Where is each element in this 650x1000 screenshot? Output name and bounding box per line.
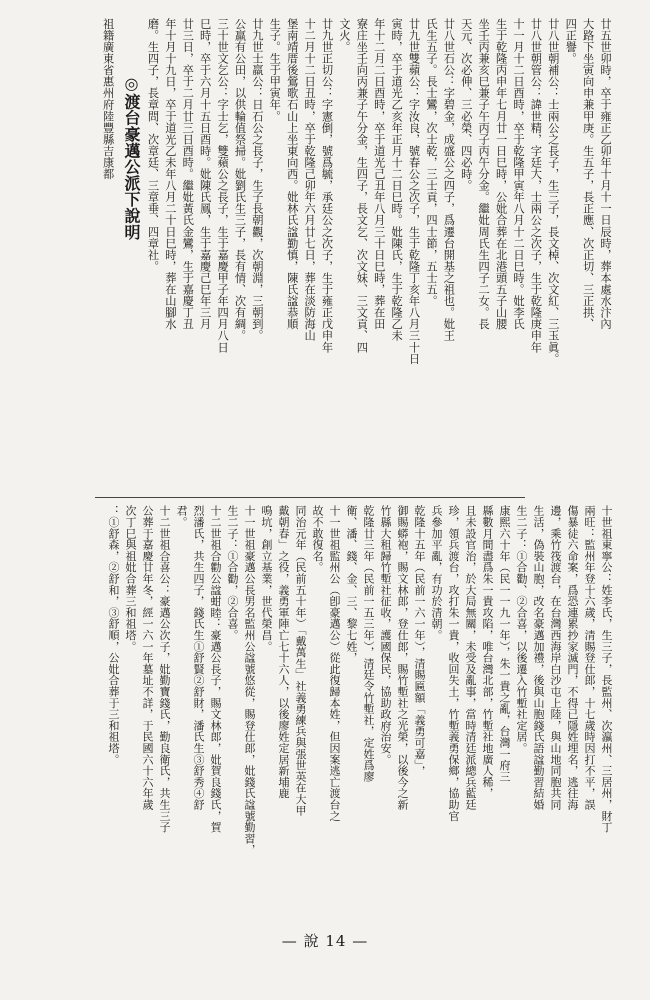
text-column: 御賜蟒袍，賜文林郎，登仕郎，賜竹塹社之光榮，以後今之新: [396, 505, 409, 811]
text-column: 竹縣大租歸竹塹社征收，護國保民，協助政府治安。: [379, 505, 392, 765]
text-column: 磨。生四子，長章問、次章廷、三章垂、四章社。: [146, 18, 160, 273]
text-column: 十二世祖合勸公諡蚶睦：豪邁公長子，賜文林郎，妣賀良錢氏，賀: [209, 505, 222, 833]
text-column: 十一世祖監州公（卽豪邁公）從此復歸本姓，但因案逃亡渡台之: [328, 505, 341, 822]
text-column: 兵參加平亂，有功於清朝。: [430, 505, 443, 641]
text-column: 文火。: [337, 18, 351, 53]
text-column: 廿九世正切公：字憲倒，號爲毓，承廷公之次子，生于雍正戊申年: [320, 18, 334, 353]
text-column: 廿九世士羸公：日石公之長子，生子長朝觀，次朝淵，三朝到。: [250, 18, 264, 342]
text-column: 廿九世雙蘋公：字汝良，號春公之次子，生于乾隆丁亥年八月三十日: [407, 18, 421, 365]
text-column: 生子。生于甲寅年。: [268, 18, 282, 122]
text-column: 四正譽。: [564, 18, 578, 65]
text-column: 乾隆廿三年（民前一五三年），清廷令竹塹社，定姓爲廖: [362, 505, 375, 782]
text-column: 縣數月間盡爲朱一貴攻陷，唯台灣北部，竹塹社地廣人稀，: [481, 505, 494, 799]
text-column: 公葬于嘉慶廿年冬，經一六一年墓址不詳，于民國六十六年歲: [141, 505, 154, 811]
text-column: 十世祖東寧公：姓李氏，生三子，長監州、次瀛州、三居州，財丁: [600, 505, 613, 833]
text-column: 十二世祖合喜公：豪邁公次子，妣勤寶錢氏，勤良衛氏，共生三子: [158, 505, 171, 833]
text-column: 巳時，卒于六月十五日酉時。妣陳氏鳳，生于嘉慶己巳年三月: [198, 18, 212, 330]
text-column: 十一世祖豪邁公長男名監州公諡號悠從，賜登仕郎，妣錢氏諡號勤習，: [243, 505, 256, 856]
upper-text-block: [92, 18, 614, 480]
text-column: 年十月十九日，卒于道光乙未年八月二十日巳時，葬在山腳水: [163, 18, 177, 330]
text-column: 大路下坐寅向申兼甲庚。生五子，長正應、次正切、三正拱、: [581, 18, 595, 330]
text-column: 次丁巳與祖妣合葬三和祖塔。: [124, 505, 137, 652]
lower-text-block: [95, 505, 615, 915]
text-column: 故不敢復名。: [311, 505, 324, 573]
section-divider: [95, 497, 525, 498]
text-column: 寮庄坐壬向丙兼子午分金，生四子，長文乞、次文妹、三文貢、四: [355, 18, 369, 353]
text-column: 廿五世卯時，卒于雍正乙卯年十月十一日辰時，葬本處水汴內: [599, 18, 612, 330]
section-title: ◎渡台豪邁公派下說明: [122, 74, 142, 240]
text-column: 廿八世朝補公：士兩公之長子，生三子，長文棹、次文紅、三玉眞。: [546, 18, 560, 365]
text-column: 兩旺：監州年登十六歲，清賜登仕郎，十七歲時因打不平，誤: [583, 505, 596, 811]
text-column: 傷暴徒六命案，爲恐連累抄家滅門，不得已隱姓埋名，逃往海: [566, 505, 579, 811]
text-column: 衛、潘、錢、金、三、黎七姓，: [345, 505, 358, 664]
text-column: 乾隆十五年（民前一六一年），清賜匾額「義勇可嘉」，: [413, 505, 426, 777]
text-column: 珍，領兵渡台，攻打朱一貴，收回失土，竹塹義勇保鄉，協助官: [447, 505, 460, 822]
text-column: 坐壬丙兼亥巳兼子午丙子丙午分金。繼妣周氏生四子二女。長: [477, 18, 491, 330]
text-column: 且未設官治，於大局無關，未受及亂事，當時清廷派總兵藍廷: [464, 505, 477, 811]
text-column: 廿八世朝管公：諱世精，字廷大，士兩公之次子，生于乾隆庚申年: [529, 18, 543, 353]
text-column: 氏生五子。長士鸞，次士乾，三士貢，四士節，五士五。: [424, 18, 438, 307]
text-column: 寅時，卒于道光乙亥年正月十二日巳時。妣陳氏，生于乾隆乙未: [390, 18, 404, 342]
text-column: 鳴坑，創立基業，世代榮昌。: [260, 505, 273, 652]
text-column: 生二子：①合勸、②合喜，以後遷入竹塹社定居。: [515, 505, 528, 754]
text-column: 三十世文乞公：字士乞，雙蘋公之長子，生于嘉慶甲子年四月八日: [216, 18, 230, 353]
text-column: 廿八世石公：字碧金，成盛公之四子，爲遷台開基之祖也。妣王: [442, 18, 456, 342]
text-column: 君。: [175, 505, 188, 528]
text-column: 天元、次必伸、三必榮、四必時。: [459, 18, 473, 192]
page-number: — 說 14 —: [281, 932, 369, 950]
text-column: 生二子：①合勸，②合喜。: [226, 505, 239, 641]
text-column: 生于乾隆丙申年七月廿一日巳時，公妣合葬在北港頭五子山腰: [494, 18, 508, 330]
text-column: 祖籍廣東省惠州府陸豐縣吉康都: [101, 18, 115, 180]
text-column: 邊，乘竹筏渡台，在台灣西海岸白沙屯上陸，與山地同胞共同: [549, 505, 562, 811]
text-column: 十一月十二日酉時，卒于乾隆甲寅年八月十二日巳時。妣李氏: [511, 18, 525, 330]
text-column: ：①舒森，②舒和，③舒順，公妣合葬于三和祖塔。: [107, 505, 120, 765]
text-column: 廿三日，卒于二月廿三日酉時。繼妣黃氏金鸞，生于嘉慶丁丑: [181, 18, 195, 330]
text-column: 年十二月二日酉時，卒于道光己丑年八月三十日巳時，葬在田: [372, 18, 386, 330]
text-column: 戴朝春」之役，義勇軍陣亡七十六人，以後廖姓定居新埔鹿: [277, 505, 290, 799]
text-column: 十二月十二日丑時，卒于乾隆己卯年六月廿七日，葬在淡防海山: [303, 18, 317, 342]
text-column: 公羸有公田，以供輪值祭掃。妣劉氏生三子，長有情、次有綢。: [233, 18, 247, 342]
text-column: 生活，偽裝山胞，改名豪邁加禮，後與山胞錢氏語諡勤習結婚: [532, 505, 545, 811]
text-column: 同治元年（民前五十年）「戴萬生」社義勇練兵與張世英在大甲: [294, 505, 307, 816]
text-column: 烈潘氏，共生四子，錢氏生①舒賢②舒財，潘氏生③舒秀④舒: [192, 505, 205, 811]
text-column: 堡南靖厝後鶯歌石山上坐東向西。妣林氏諡勤慎，陳氏諡恭順: [285, 18, 299, 330]
text-column: 康熙六十年（民一一九一年），朱一貴之亂，台灣一府三: [498, 505, 511, 782]
